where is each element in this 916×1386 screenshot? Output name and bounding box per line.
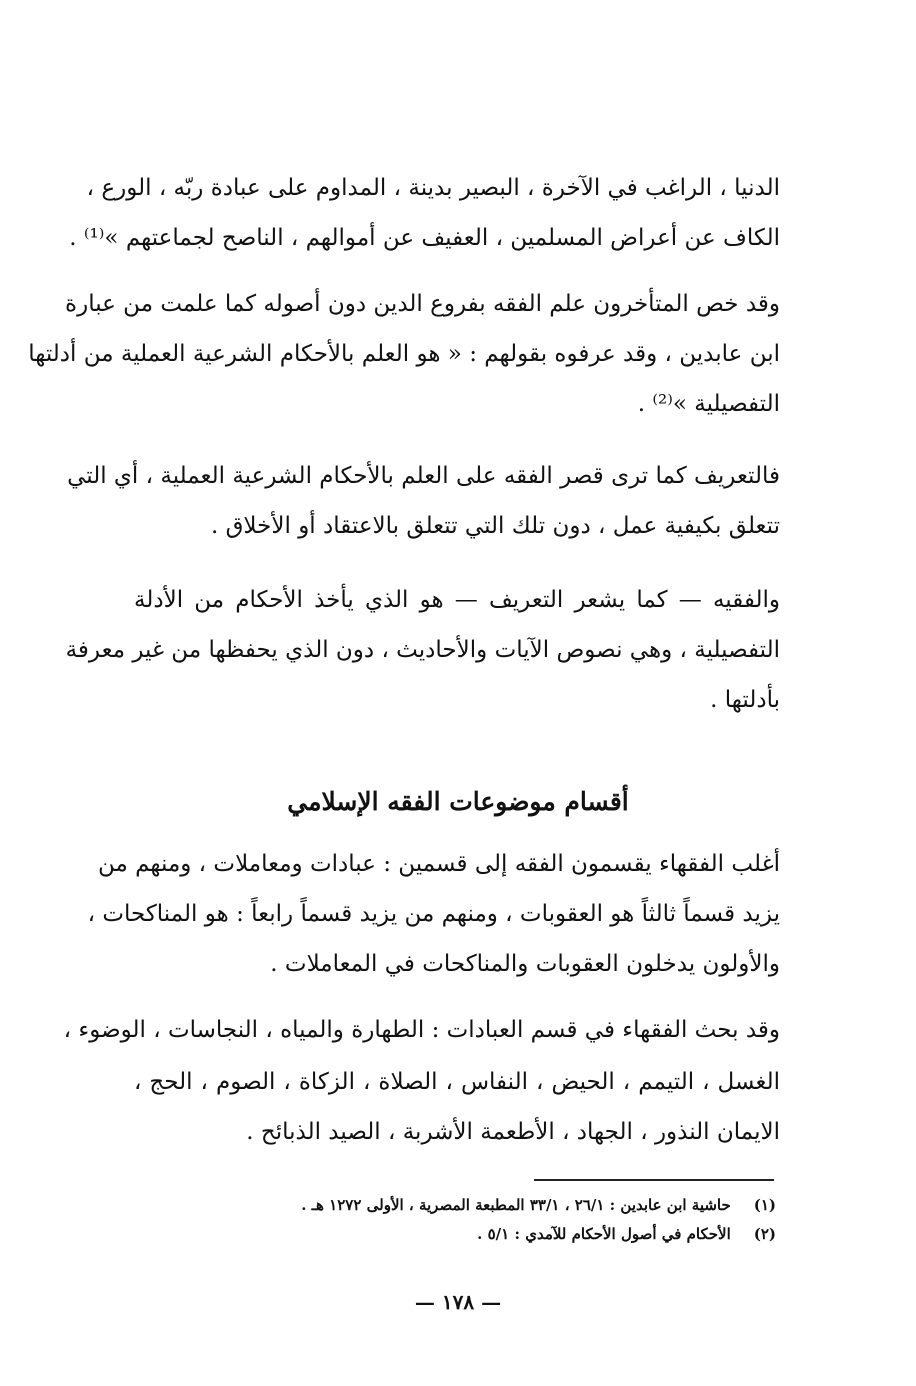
section-heading: أقسام موضوعات الفقه الإسلامي: [287, 787, 629, 816]
text-line: الغسل ، التيمم ، الحيض ، النفاس ، الصلاة ، الزكاة ، الصوم ، الحج ،: [134, 1069, 780, 1095]
text-line: تتعلق بكيفية عمل ، دون تلك التي تتعلق بالاعتقاد أو الأخلاق .: [210, 513, 780, 539]
footnote-text: الأحكام في أصول الأحكام للآمدي : ٥/١ .: [477, 1225, 731, 1243]
text-line: ابن عابدين ، وقد عرفوه بقولهم : « هو العلم بالأحكام الشرعية العملية من أدلتها: [28, 341, 780, 367]
footnote: [301, 1193, 776, 1217]
text-line: التفصيلية »⁽²⁾ .: [637, 391, 780, 417]
footnote-number: (١): [753, 1196, 776, 1214]
footnote: [477, 1222, 776, 1246]
text-line: وقد بحث الفقهاء في قسم العبادات : الطهارة والمياه ، النجاسات ، الوضوء ،: [63, 1017, 780, 1043]
footnote-number: (٢): [753, 1225, 776, 1243]
text-line: الدنيا ، الراغب في الآخرة ، البصير بدينة ، المداوم على عبادة ربّه ، الورع ،: [86, 175, 780, 201]
text-line: الايمان النذور ، الجهاد ، الأطعمة الأشربة ، الصيد الذبائح .: [246, 1119, 780, 1145]
text-line: فالتعريف كما ترى قصر الفقه على العلم بالأحكام الشرعية العملية ، أي التي: [67, 463, 780, 489]
text-line: الكاف عن أعراض المسلمين ، العفيف عن أموالهم ، الناصح لجماعتهم »⁽¹⁾ .: [69, 225, 780, 251]
page-number: — ١٧٨ —: [414, 1290, 502, 1314]
footnote-separator: [534, 1179, 774, 1181]
text-line: يزيد قسماً ثالثاً هو العقوبات ، ومنهم من يزيد قسماً رابعاً : هو المناكحات ،: [87, 901, 780, 927]
text-line: أغلب الفقهاء يقسمون الفقه إلى قسمين : عبادات ومعاملات ، ومنهم من: [97, 851, 780, 877]
text-line: التفصيلية ، وهي نصوص الآيات والأحاديث ، دون الذي يحفظها من غير معرفة: [65, 637, 780, 663]
text-line: والأولون يدخلون العقوبات والمناكحات في المعاملات .: [270, 951, 780, 977]
text-line: والفقيه — كما يشعر التعريف — هو الذي يأخذ الأحكام من الأدلة: [134, 587, 780, 613]
text-line: وقد خص المتأخرون علم الفقه بفروع الدين دون أصوله كما علمت من عبارة: [65, 291, 780, 317]
text-line: بأدلتها .: [710, 687, 780, 713]
footnote-text: حاشية ابن عابدين : ٢٦/١ ، ٣٣/١ المطبعة المصرية ، الأولى ١٢٧٢ هـ .: [301, 1196, 731, 1214]
